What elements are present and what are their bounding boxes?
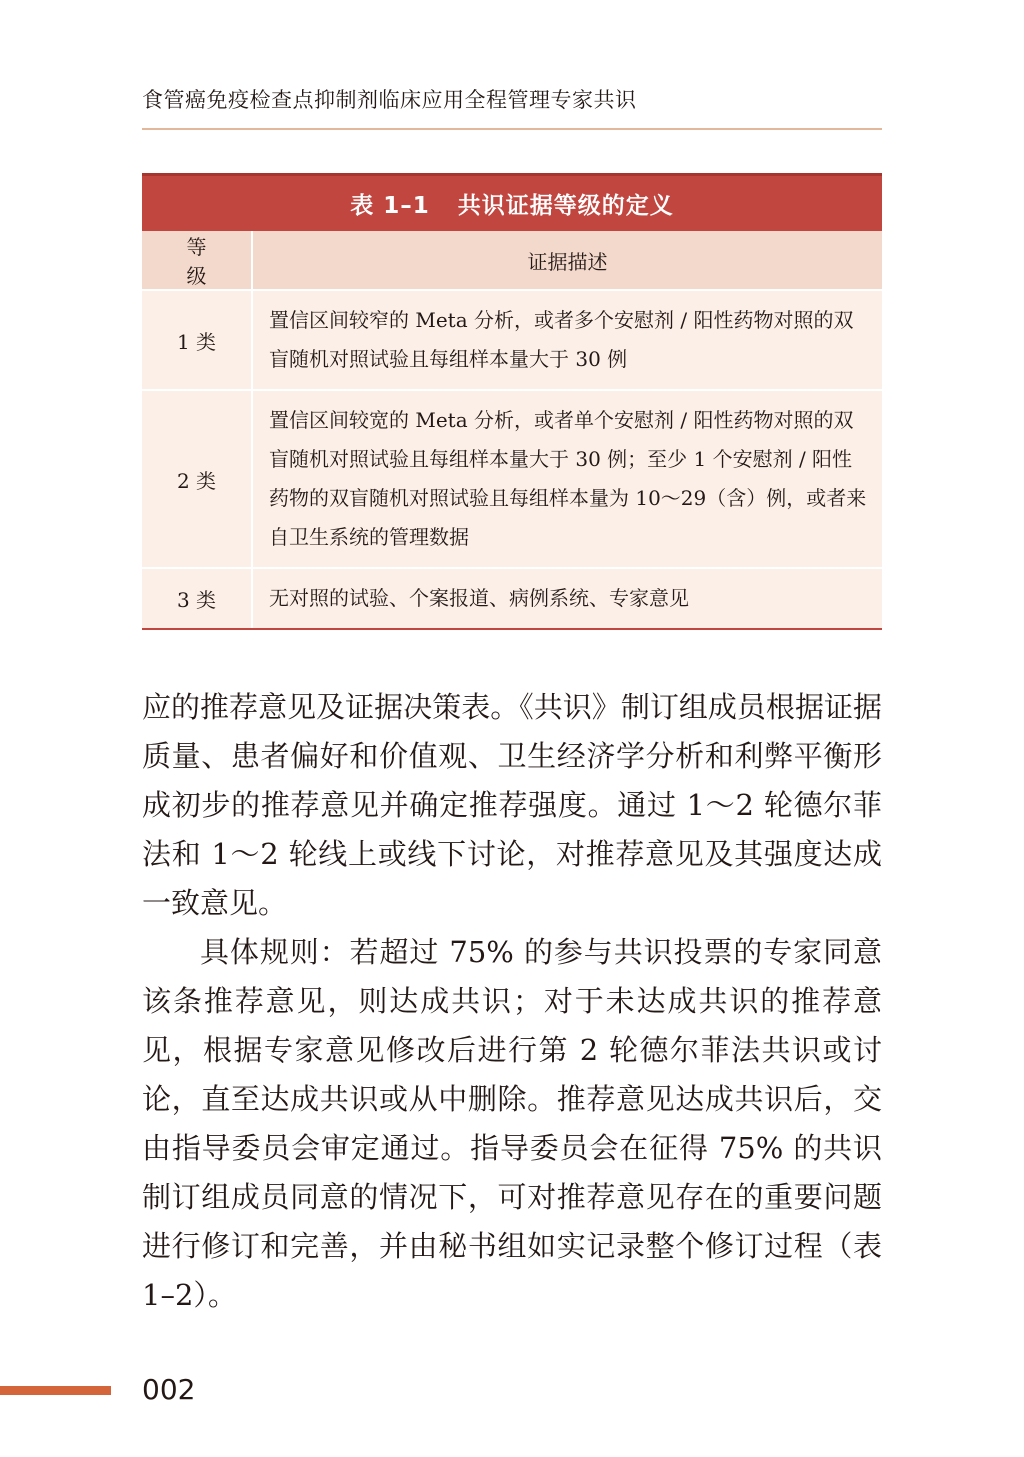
running-title: 食管癌免疫检查点抑制剂临床应用全程管理专家共识	[142, 88, 637, 112]
table-number: 表 1–1	[350, 193, 430, 219]
table-title: 共识证据等级的定义	[457, 193, 674, 219]
paragraph-1: 应的推荐意见及证据决策表。《共识》制订组成员根据证据质量、患者偏好和价值观、卫生经济学分析和利弊平衡形成初步的推荐意见并确定推荐强度。通过 1～2 轮德尔菲法和 1～2 轮线上或线下讨论，对推荐意见及其强度达成一致意见。	[142, 690, 882, 920]
table-row	[142, 568, 882, 628]
evidence-grade-table	[142, 173, 882, 630]
table-row	[142, 390, 882, 568]
column-header-description: 证据描述	[252, 231, 882, 290]
footer-accent-bar	[0, 1386, 111, 1395]
grade-cell: 3 类	[142, 568, 252, 628]
table-caption	[142, 173, 882, 231]
paragraph-2: 具体规则：若超过 75% 的参与共识投票的专家同意该条推荐意见，则达成共识；对于未达成共识的推荐意见，根据专家意见修改后进行第 2 轮德尔菲法共识或讨论，直至达成共识或从中删除。推荐意见达成共识后，交由指导委员会审定通过。指导委员会在征得 75% 的共识制订组成员同意的情况下，可对推荐意见存在的重要问题进行修订和完善，并由秘书组如实记录整个修订过程（表 1–2）。	[142, 935, 882, 1312]
grade-cell: 1 类	[142, 290, 252, 390]
description-cell: 置信区间较窄的 Meta 分析，或者多个安慰剂 / 阳性药物对照的双盲随机对照试验且每组样本量大于 30 例	[252, 290, 882, 390]
header-divider	[142, 128, 882, 130]
description-cell: 无对照的试验、个案报道、病例系统、专家意见	[252, 568, 882, 628]
table-row	[142, 290, 882, 390]
table-body	[142, 231, 882, 628]
body-text	[142, 683, 882, 1320]
table-bottom-rule	[142, 628, 882, 630]
grade-cell: 2 类	[142, 390, 252, 568]
table-header-row	[142, 231, 882, 290]
page-number: 002	[142, 1373, 196, 1406]
description-cell: 置信区间较宽的 Meta 分析，或者单个安慰剂 / 阳性药物对照的双盲随机对照试验且每组样本量大于 30 例；至少 1 个安慰剂 / 阳性药物的双盲随机对照试验且每组样本量为 10～29（含）例，或者来自卫生系统的管理数据	[252, 390, 882, 568]
column-header-grade: 等 级	[142, 231, 252, 290]
